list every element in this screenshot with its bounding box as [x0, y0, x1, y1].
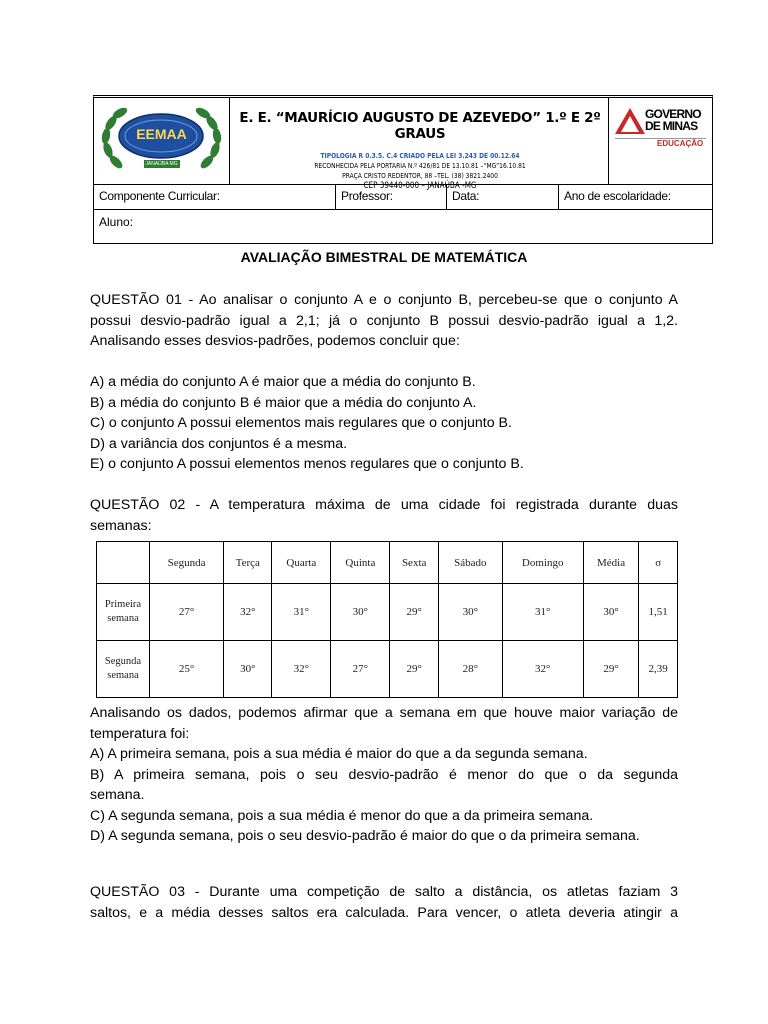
table-cell: 28°	[438, 641, 502, 698]
row-label-line: semana	[107, 613, 139, 624]
q3-line: saltos, e a média desses saltos era calculada. Para vencer, o atleta deveria atingir a	[90, 904, 678, 921]
table-header-cell: Domingo	[502, 542, 583, 584]
table-header-cell: Quarta	[272, 542, 331, 584]
q1-line: Analisando esses desvios-padrões, podemos concluir que:	[90, 333, 460, 349]
gov-line2: DE MINAS	[645, 119, 698, 133]
table-row	[97, 641, 678, 698]
cep-text: CEP 39440-000 – JANAÚBA -MG	[363, 181, 477, 191]
table-header-cell: Terça	[224, 542, 272, 584]
table-cell: 25°	[150, 641, 224, 698]
data-field: Data:	[447, 184, 559, 209]
table-header-cell: Quinta	[331, 542, 390, 584]
gov-line1: GOVERNO	[645, 107, 701, 121]
government-logo	[608, 98, 712, 184]
q2-option-d: D) A segunda semana, pois o seu desvio-padrão é maior do que o da primeira semana.	[90, 828, 640, 844]
q1-option-b: B) a média do conjunto B é maior que a média do conjunto A.	[90, 394, 477, 411]
reconhecida-text: RECONHECIDA PELA PORTARIA N.º 426/81 DE 13.10.81 –“MG”16.10.81	[314, 162, 526, 170]
table-cell: 2,39	[639, 641, 678, 698]
q2-option-b-cont: semana.	[90, 787, 145, 803]
q2-after-line: temperatura foi:	[90, 725, 190, 742]
table-cell: 29°	[390, 641, 439, 698]
table-header-cell: σ	[639, 542, 678, 584]
tipologia-text: TIPOLOGIA R 0.3.5. C.4 CRIADO PELA LEI 3.243 DE 00.12.64	[320, 152, 520, 160]
logo-text: EEMAA	[136, 126, 187, 142]
q2-line: QUESTÃO 02 - A temperatura máxima de uma cidade foi registrada durante duas	[90, 497, 678, 513]
q1-line: QUESTÃO 01 - Ao analisar o conjunto A e o conjunto B, percebeu-se que o conjunto A	[90, 292, 678, 308]
minas-triangle-icon	[615, 108, 645, 134]
row-label	[97, 641, 150, 698]
header-aluno-row	[94, 209, 712, 243]
table-header-cell: Média	[583, 542, 639, 584]
q1-option-c: C) o conjunto A possui elementos mais regulares que o conjunto B.	[90, 415, 512, 431]
q1-option-d: D) a variância dos conjuntos é a mesma.	[90, 435, 348, 452]
header-fields-row	[94, 184, 712, 210]
question-02	[90, 495, 678, 536]
question-01-options	[90, 372, 678, 475]
table-header-cell: Sábado	[438, 542, 502, 584]
table-cell: 30°	[331, 584, 390, 641]
table-cell: 27°	[150, 584, 224, 641]
header-top-row	[94, 98, 712, 191]
q1-option-a: A) a média do conjunto A é maior que a média do conjunto B.	[90, 374, 476, 390]
exam-title: AVALIAÇÃO BIMESTRAL DE MATEMÁTICA	[240, 249, 528, 265]
table-cell: 27°	[331, 641, 390, 698]
row-label	[97, 584, 150, 641]
row-label-line: Primeira	[104, 599, 142, 610]
address-text: PRAÇA CRISTO REDENTOR, 88 –TEL. (38) 3821.2400	[342, 172, 498, 180]
table-header-row	[97, 542, 678, 584]
table-header-cell: Segunda	[150, 542, 224, 584]
q1-option-e: E) o conjunto A possui elementos menos regulares que o conjunto B.	[90, 456, 524, 472]
table-cell: 31°	[502, 584, 583, 641]
table-cell: 1,51	[639, 584, 678, 641]
logo-subtext: JANAÚBA MG	[145, 161, 178, 167]
row-label-line: Segunda	[104, 656, 142, 667]
q3-line: QUESTÃO 03 - Durante uma competição de salto a distância, os atletas faziam 3	[90, 884, 678, 900]
question-03	[90, 882, 678, 923]
q2-option-c: C) A segunda semana, pois a sua média é menor do que a da primeira semana.	[90, 807, 594, 824]
table-cell: 29°	[390, 584, 439, 641]
q2-option-a: A) A primeira semana, pois a sua média é maior do que a da segunda semana.	[90, 746, 588, 762]
school-logo	[94, 98, 230, 184]
q2-line: semanas:	[90, 517, 152, 534]
professor-field: Professor:	[336, 184, 447, 209]
school-header	[93, 95, 713, 244]
q2-after-line: Analisando os dados, podemos afirmar que a semana em que houve maior variação de	[90, 705, 678, 721]
temperature-table	[96, 541, 678, 698]
componente-field: Componente Curricular:	[94, 184, 336, 209]
table-cell: 31°	[272, 584, 331, 641]
table-cell: 30°	[438, 584, 502, 641]
table-cell: 32°	[272, 641, 331, 698]
question-02-analysis	[90, 703, 678, 847]
aluno-field: Aluno:	[99, 215, 134, 229]
school-info	[230, 98, 610, 191]
table-cell: 30°	[583, 584, 639, 641]
table-header-cell: Sexta	[390, 542, 439, 584]
school-name: E. E. “MAURÍCIO AUGUSTO DE AZEVEDO” 1.º E 2º GRAUS	[239, 110, 601, 142]
table-cell: 32°	[502, 641, 583, 698]
table-cell: 32°	[224, 584, 272, 641]
table-cell: 30°	[224, 641, 272, 698]
row-label-line: semana	[107, 670, 139, 681]
question-01	[90, 290, 678, 352]
q1-line: possui desvio-padrão igual a 2,1; já o conjunto B possui desvio-padrão igual a 1,2.	[90, 312, 678, 329]
q2-option-b: B) A primeira semana, pois o seu desvio-padrão é menor do que o da segunda	[90, 766, 678, 783]
table-cell: 29°	[583, 641, 639, 698]
gov-line3: EDUCAÇÃO	[657, 139, 704, 148]
ano-field: Ano de escolaridade:	[564, 189, 671, 203]
table-row	[97, 584, 678, 641]
table-header-cell	[97, 542, 150, 584]
